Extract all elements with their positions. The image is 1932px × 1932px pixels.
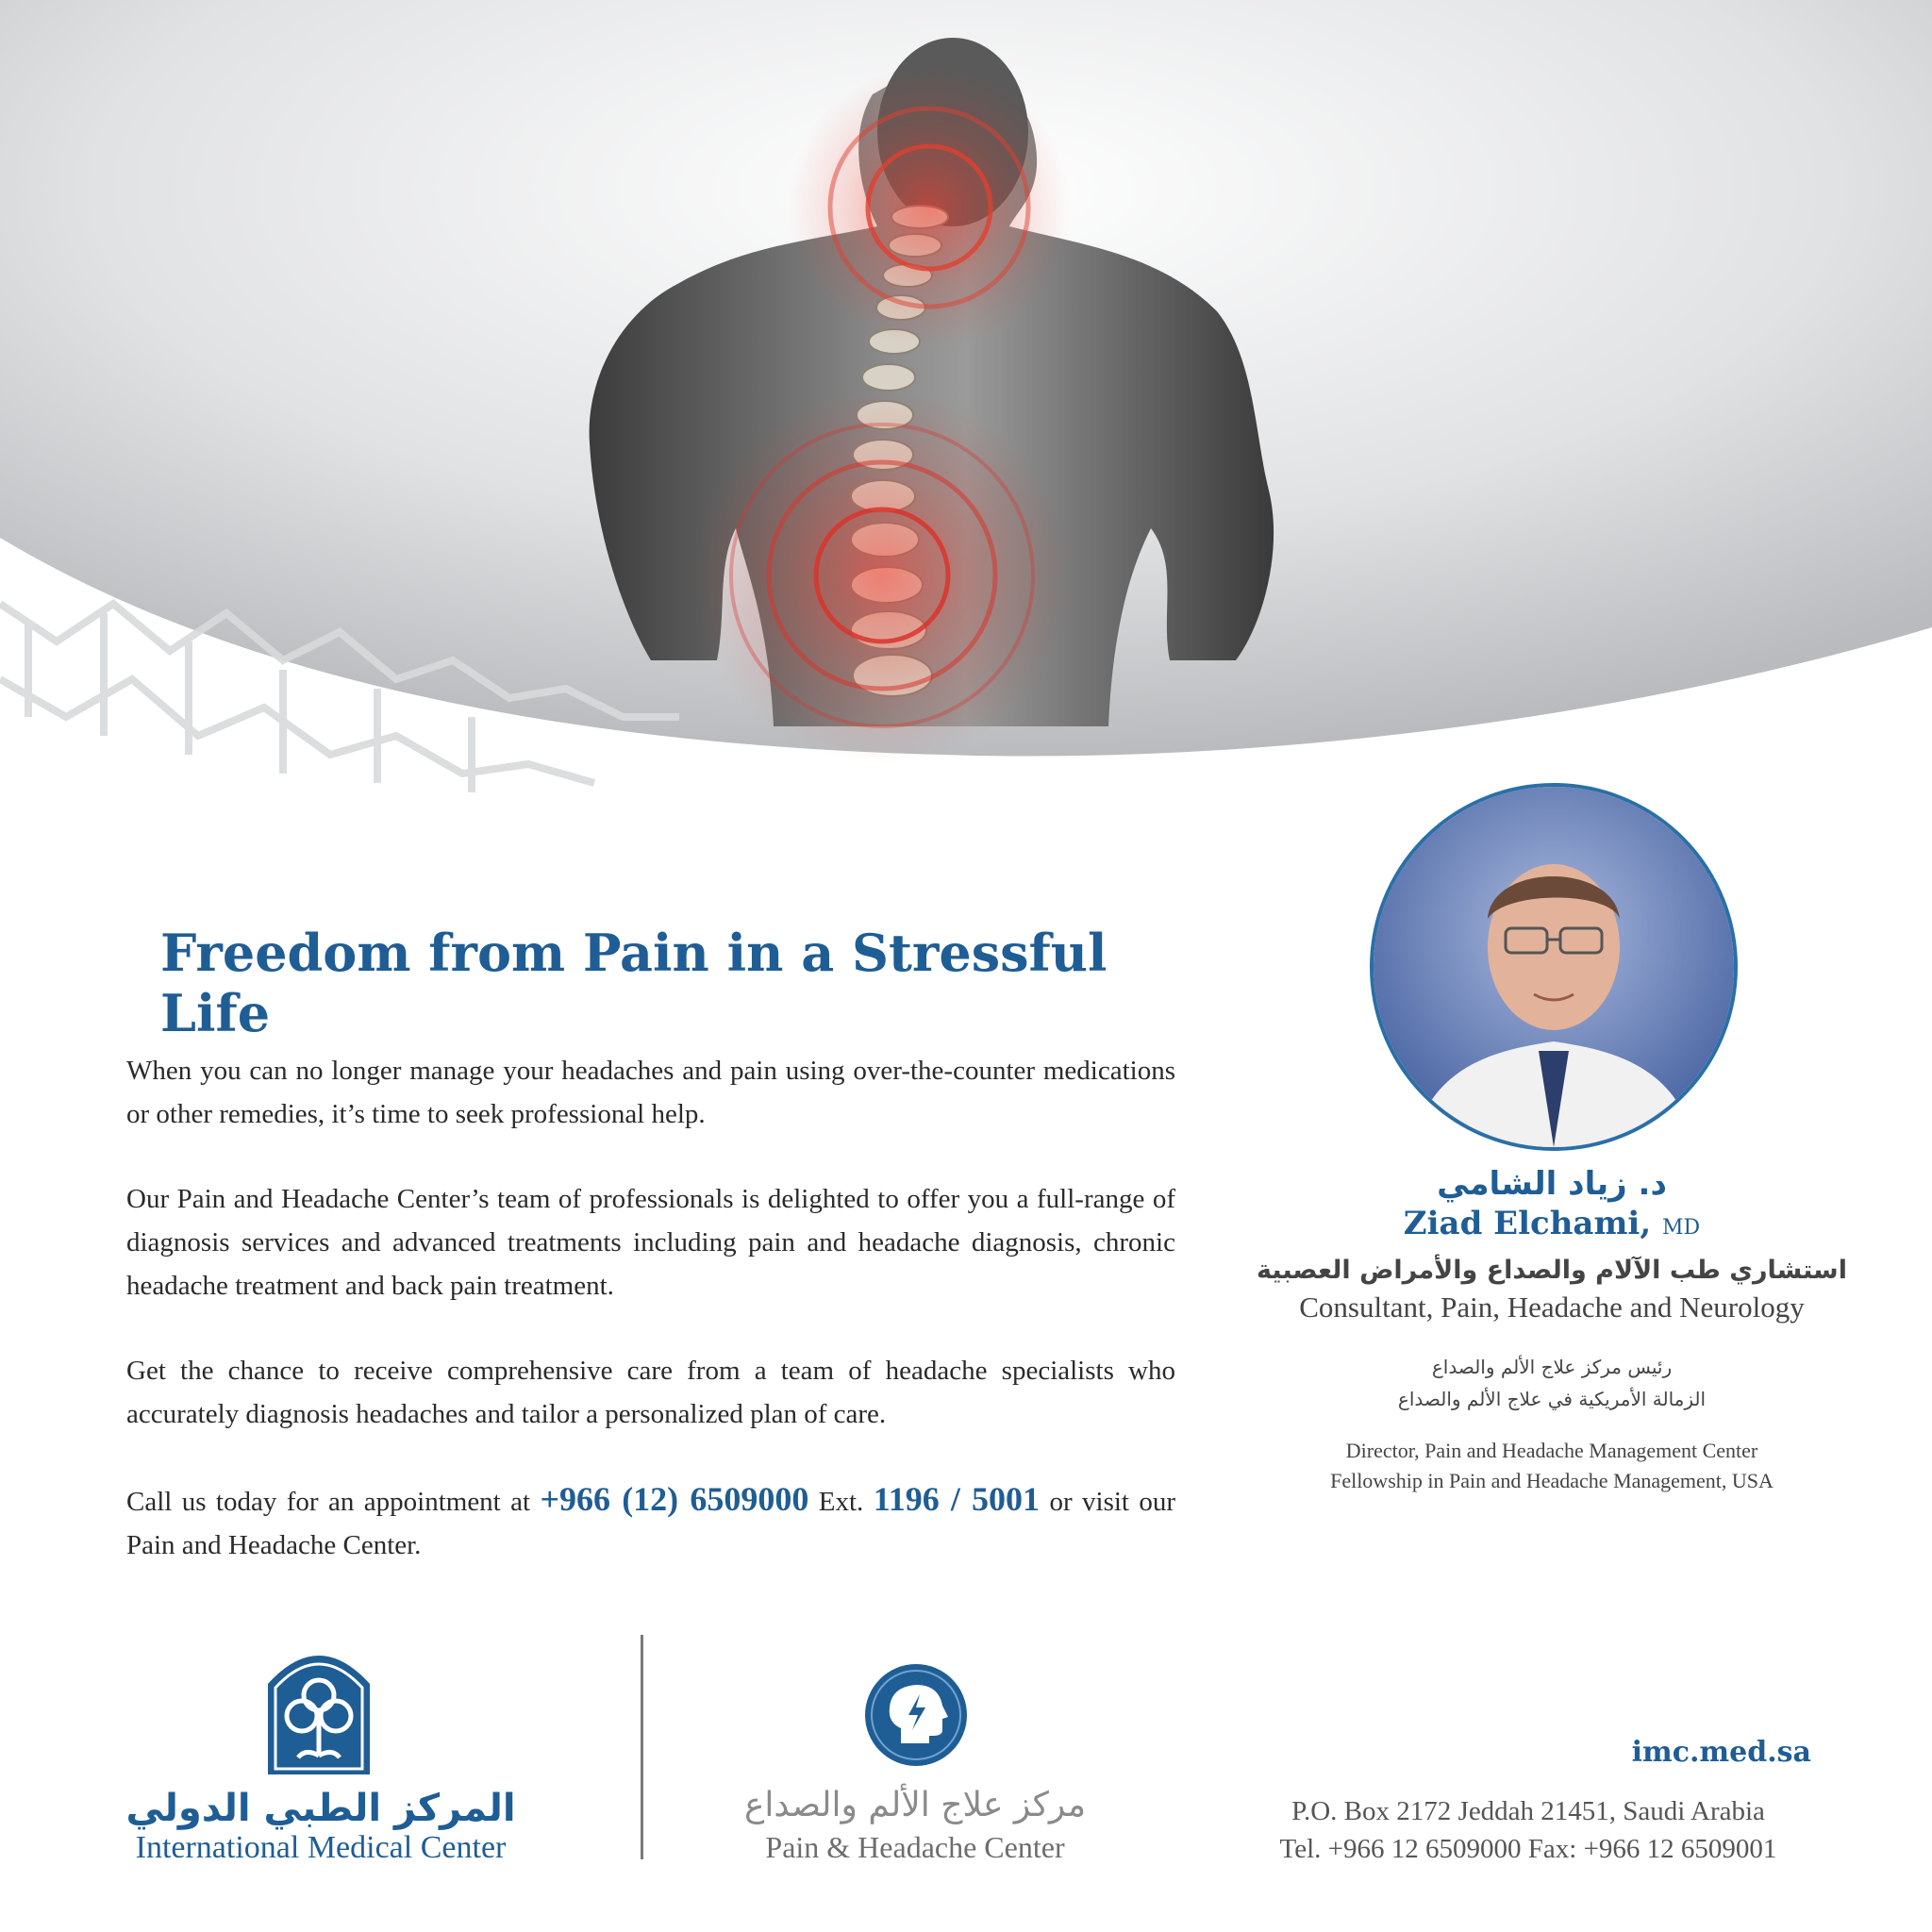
hero-illustration [0, 0, 1932, 830]
paragraph-4 [126, 1477, 1175, 1567]
doctor-title-english: Consultant, Pain, Headache and Neurology [1299, 1291, 1805, 1324]
doctor-info [1245, 1165, 1858, 1496]
doctor-name-english: Ziad Elchami, [1403, 1205, 1652, 1242]
doctor-suffix: MD [1662, 1216, 1701, 1240]
lower-back-pain-indicator [693, 387, 1071, 764]
doctor-name-arabic: د. زياد الشامي [1437, 1165, 1667, 1203]
postal-address: P.O. Box 2172 Jeddah 21451, Saudi Arabia [1291, 1796, 1765, 1826]
extension-number[interactable]: 1196 / 5001 [873, 1480, 1041, 1518]
doctor-role-arabic-1: رئيس مركز علاج الألم والصداع [1431, 1356, 1673, 1378]
ext-label: Ext. [818, 1487, 864, 1517]
phc-name-arabic: مركز علاج الألم والصداع [743, 1786, 1087, 1824]
head-lightning-icon [863, 1662, 969, 1768]
paragraph-2: Our Pain and Headache Center’s team of professionals is delighted to offer you a full-range of diagnosis services and advanced treatments including pain and headache diagnosis, chronic headache treatment and back pain treatment. [126, 1184, 1175, 1301]
doctor-title-arabic: استشاري طب الآلام والصداع والأمراض العصبية [1257, 1256, 1847, 1285]
body-copy [126, 1049, 1175, 1608]
imc-logo-icon [264, 1637, 374, 1778]
doctor-portrait [1370, 783, 1738, 1151]
website-link[interactable]: imc.med.sa [1631, 1736, 1811, 1769]
call-text: Call us today for an appointment at [126, 1487, 531, 1517]
contact-details [1245, 1792, 1811, 1868]
imc-name-arabic: المركز الطبي الدولي [125, 1787, 516, 1830]
doctor-name [1245, 1205, 1858, 1242]
page-headline: Freedom from Pain in a Stressful Life [160, 923, 1108, 1043]
footer-divider [641, 1635, 643, 1859]
neck-pain-indicator [788, 66, 1071, 349]
visit-text: or visit our Pain and Headache Center. [126, 1487, 1176, 1560]
doctor-role-arabic-2: الزمالة الأمريكية في علاج الألم والصداع [1397, 1388, 1707, 1410]
imc-name-english: International Medical Center [135, 1830, 507, 1865]
phc-name-english: Pain & Headache Center [765, 1830, 1065, 1864]
paragraph-3: Get the chance to receive comprehensive care from a team of headache specialists who accurately diagnosis headaches and tailor a personalized plan of care. [126, 1356, 1175, 1429]
tel-fax: Tel. +966 12 6509000 Fax: +966 12 6509001 [1279, 1834, 1777, 1864]
doctor-role-english-2: Fellowship in Pain and Headache Management, USA [1330, 1469, 1774, 1492]
paragraph-1: When you can no longer manage your headaches and pain using over-the-counter medications or other remedies, it’s time to seek professional help. [126, 1056, 1175, 1129]
doctor-role-english-1: Director, Pain and Headache Management Center [1345, 1439, 1758, 1462]
phone-number[interactable]: +966 (12) 6509000 [540, 1480, 809, 1518]
